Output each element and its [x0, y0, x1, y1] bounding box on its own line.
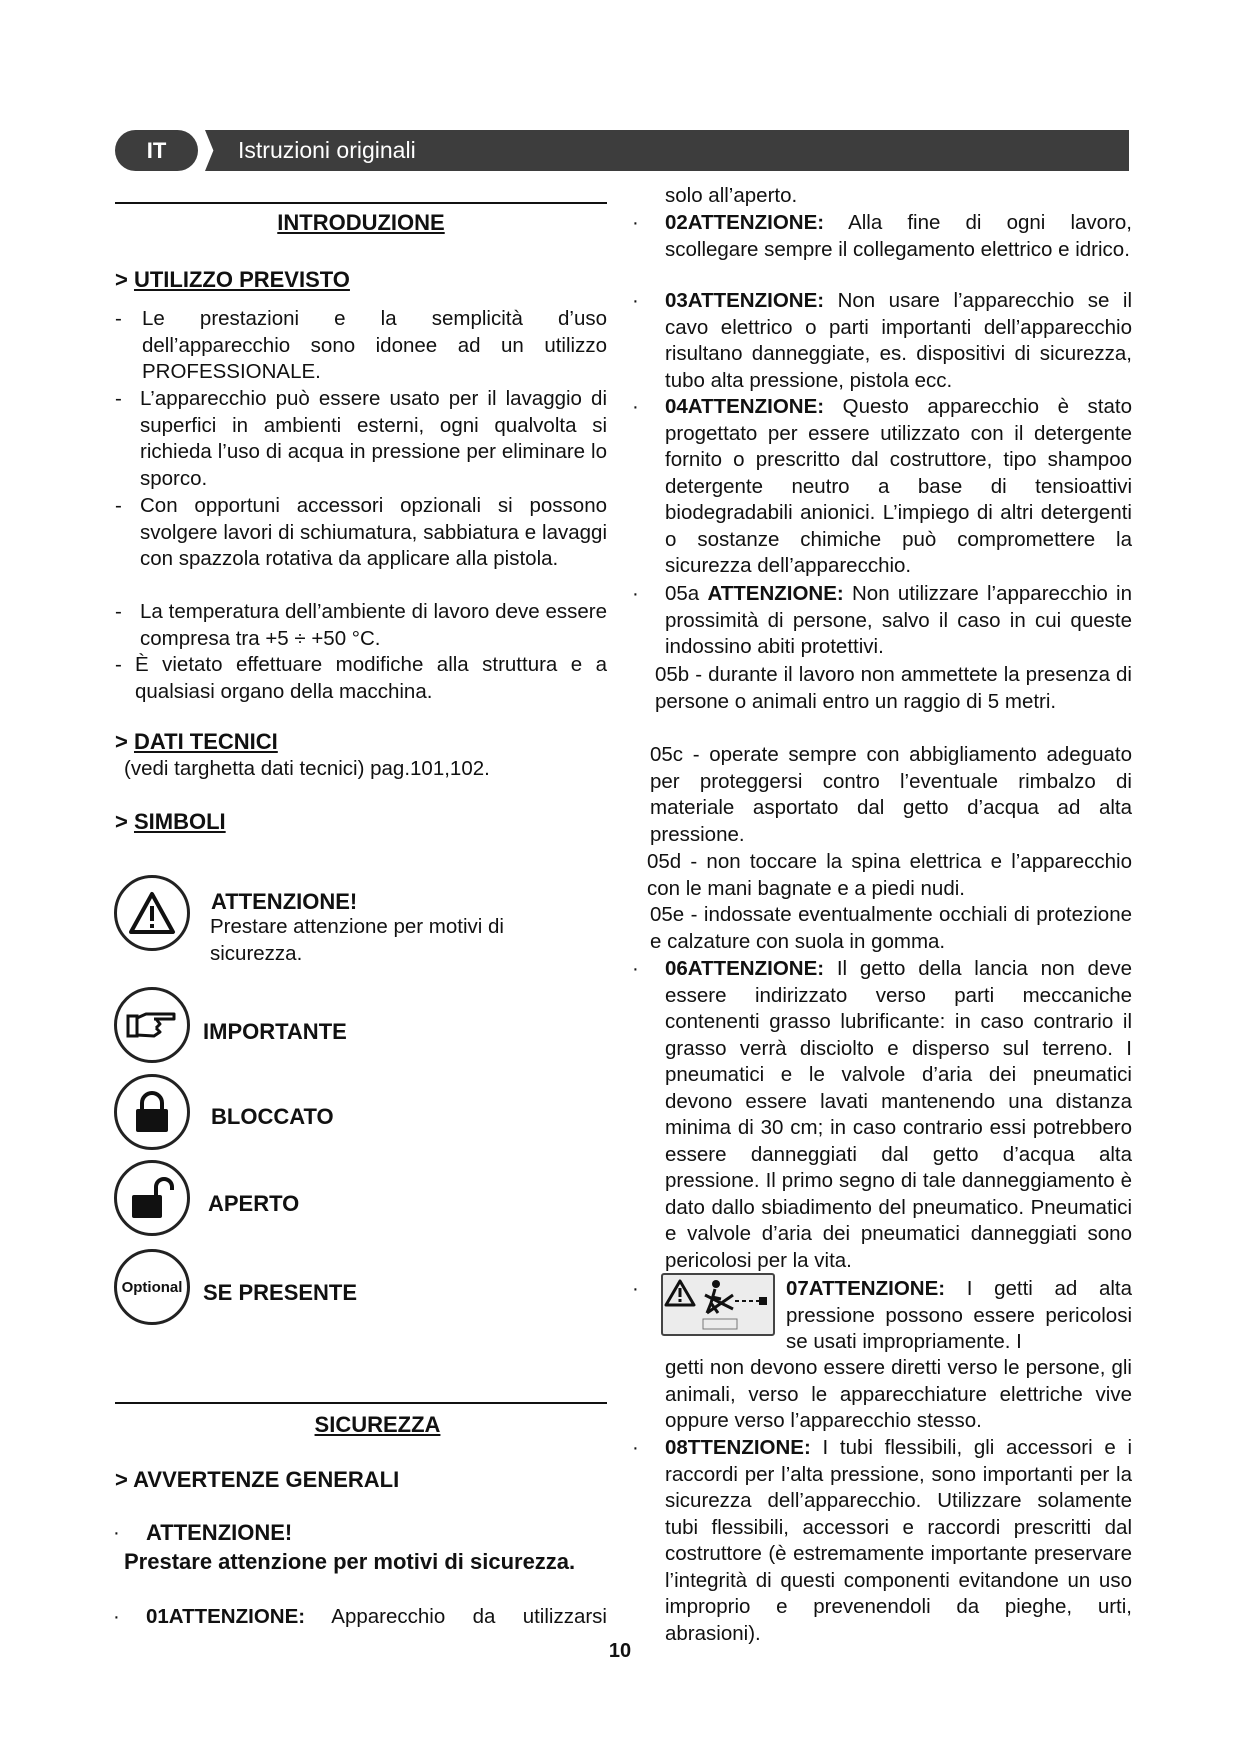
page-number: 10 — [608, 1640, 632, 1662]
warning-01-continued: solo all’aperto. — [665, 184, 798, 207]
warning-05d: 05d - non toccare la spina elettrica e l’apparecchio con le mani bagnate e a piedi nudi. — [647, 850, 1132, 900]
attention-heading: ATTENZIONE! — [146, 1520, 293, 1545]
bullet-marker: · — [632, 957, 639, 980]
warning-06 — [665, 956, 1132, 1274]
attention-subheading: Prestare attenzione per motivi di sicurezza. — [124, 1549, 576, 1574]
warning-text: I getti ad alta pressione possono essere pericolosi se usati impropriamente. I — [786, 1277, 1132, 1353]
high-pressure-warning-pictogram — [661, 1273, 775, 1336]
warning-05b: 05b - durante il lavoro non ammettete la presenza di persone o animali entro un raggio di 5 metri. — [655, 663, 1132, 713]
dash-marker: - — [115, 653, 122, 676]
warning-text: Apparecchio da utilizzarsi — [331, 1605, 607, 1628]
warning-label: 04ATTENZIONE: — [665, 395, 825, 418]
warning-label: 06ATTENZIONE: — [665, 957, 825, 980]
heading-marker: > — [115, 729, 128, 754]
list-item-text: La temperatura dell’ambiente di lavoro deve essere compresa tra +5 ÷ +50 °C. — [140, 600, 607, 650]
bullet-marker: · — [632, 1277, 639, 1300]
sicurezza-title: SICUREZZA — [314, 1412, 441, 1437]
lock-icon — [114, 1074, 190, 1150]
warning-label: 03ATTENZIONE: — [665, 289, 825, 312]
warning-text: Il getto della lancia non deve essere indirizzato verso parti meccaniche contenenti grasso lubrificante: in caso contrario il grasso verrà disciolto e disperso sul terreno. I pneumatici e le valvole d’aria dei pneumatici devono essere lavati mantenendo una distanza minima di 30 cm; in caso contrario essi potrebbero essere danneggiati dal getto d’acqua alta pressione. Il primo segno di tale danneggiamento è dato dallo sbiadimento del pneumatico. Pneumatici e valvole d’aria dei pneumatici danneggiati sono pericolosi per la vita. — [665, 957, 1132, 1272]
hand-icon — [126, 1008, 178, 1042]
heading-text: SIMBOLI — [133, 809, 226, 834]
padlock-closed-icon — [132, 1090, 172, 1134]
dati-text: (vedi targhetta dati tecnici) pag.101,102. — [124, 757, 490, 780]
section-divider — [115, 202, 607, 204]
symbol-attention-title: ATTENZIONE! — [211, 889, 358, 914]
avvertenze-heading: > AVVERTENZE GENERALI — [115, 1467, 400, 1492]
heading-marker: > — [115, 809, 128, 834]
warning-05a — [665, 581, 1132, 661]
bullet-marker: · — [632, 289, 639, 312]
header-title: Istruzioni originali — [238, 137, 416, 163]
list-item-text: Con opportuni accessori opzionali si possono svolgere lavori di schiumatura, sabbiatura e lavaggi con spazzola rotativa da applicare alla pistola. — [140, 494, 607, 570]
optional-icon-text: Optional — [121, 1278, 183, 1296]
warning-icon — [114, 875, 190, 951]
language-badge: IT — [115, 130, 198, 171]
symbol-attention-text: Prestare attenzione per motivi di sicurezza. — [210, 915, 504, 965]
bullet-marker: · — [632, 395, 639, 418]
warning-triangle-icon — [128, 891, 176, 935]
heading-marker: > — [115, 267, 128, 292]
dash-marker: - — [115, 600, 122, 623]
warning-text: Alla fine di ogni lavoro, scollegare sempre il collegamento elettrico e idrico. — [665, 211, 1132, 261]
symbol-se-presente: SE PRESENTE — [203, 1280, 358, 1305]
list-item — [115, 599, 607, 652]
list-item — [115, 493, 607, 573]
list-item — [115, 386, 607, 492]
header-chevron — [205, 130, 219, 171]
intro-title: INTRODUZIONE — [277, 210, 445, 235]
warning-01 — [146, 1604, 607, 1631]
warning-label: ATTENZIONE: — [707, 582, 844, 605]
dash-marker: - — [115, 387, 122, 410]
warning-03 — [665, 288, 1132, 394]
heading-text: DATI TECNICI — [133, 729, 278, 754]
optional-icon — [114, 1249, 190, 1325]
warning-04 — [665, 394, 1132, 580]
pointing-hand-icon — [114, 987, 190, 1063]
list-item-text: L’apparecchio può essere usato per il lavaggio di superfici in ambienti esterni, ogni qualvolta si richieda l’uso di acqua in pressione per eliminare lo sporco. — [140, 387, 607, 490]
warning-text: Non utilizzare l’apparecchio in prossimità di persone, salvo il caso in cui queste indossino abiti protettivi. — [665, 582, 1132, 658]
heading-text: UTILIZZO PREVISTO — [133, 267, 350, 292]
warning-text: Questo apparecchio è stato progettato per essere utilizzato con il detergente fornito o prescritto dal costruttore, tipo shampoo detergente neutro a base di tensioattivi biodegradabili anionici. L’impiego di altri detergenti o sostanze chimiche può compromettere la sicurezza dell’apparecchio. — [665, 395, 1132, 577]
warning-label: 08TTENZIONE: — [665, 1436, 811, 1459]
bullet-marker: · — [632, 1436, 639, 1459]
padlock-open-icon — [130, 1176, 174, 1220]
warning-label: 07ATTENZIONE: — [786, 1277, 946, 1300]
bullet-marker: · — [632, 211, 639, 234]
utilizzo-heading — [115, 267, 350, 293]
simboli-heading — [115, 809, 226, 835]
dati-heading — [115, 729, 278, 755]
warning-02 — [665, 210, 1132, 263]
bullet-marker: · — [632, 582, 639, 605]
list-item — [115, 652, 607, 705]
symbol-aperto: APERTO — [208, 1191, 300, 1216]
warning-text: I tubi flessibili, gli accessori e i raccordi per l’alta pressione, sono importanti per la sicurezza dell’apparecchio. Utilizzare solamente tubi flessibili, accessori e raccordi prescritti dal costruttore (è estremamente importante preservare l’integrità di questi componenti evitandone un uso improprio e prevenendoli da pieghe, urti, abrasioni). — [665, 1436, 1133, 1645]
symbol-importante: IMPORTANTE — [203, 1019, 347, 1044]
list-item-text: È vietato effettuare modifiche alla struttura e a qualsiasi organo della macchina. — [135, 653, 607, 703]
warning-number: 05a — [665, 582, 700, 605]
list-item-text: Le prestazioni e la semplicità d’uso dell’apparecchio sono idonee ad un utilizzo PROFESSIONALE. — [142, 307, 607, 383]
warning-07-side — [786, 1276, 1132, 1356]
warning-05c: 05c - operate sempre con abbigliamento adeguato per proteggersi contro l’eventuale rimbalzo di materiale asportato dal getto d’acqua ad alta pressione. — [650, 743, 1132, 846]
spray-danger-icon — [663, 1275, 773, 1334]
warning-label: 01ATTENZIONE: — [146, 1605, 306, 1628]
warning-05e: 05e - indossate eventualmente occhiali di protezione e calzature con suola in gomma. — [650, 903, 1132, 953]
dash-marker: - — [115, 494, 122, 517]
warning-07-rest: getti non devono essere diretti verso le persone, gli animali, verso le apparecchiature elettriche vive oppure verso l’apparecchio stesso. — [665, 1356, 1132, 1432]
warning-08 — [665, 1435, 1132, 1647]
bullet-marker: · — [113, 1605, 120, 1628]
warning-text: Non usare l’apparecchio se il cavo elettrico o parti importanti dell’apparecchio risultano danneggiate, es. dispositivi di sicurezza, tubo alta pressione, pistola ecc. — [665, 289, 1132, 392]
warning-label: 02ATTENZIONE: — [665, 211, 825, 234]
list-item — [115, 306, 607, 386]
unlock-icon — [114, 1160, 190, 1236]
dash-marker: - — [115, 307, 122, 330]
symbol-bloccato: BLOCCATO — [211, 1104, 334, 1129]
bullet-marker: · — [113, 1521, 120, 1544]
section-divider — [115, 1402, 607, 1404]
